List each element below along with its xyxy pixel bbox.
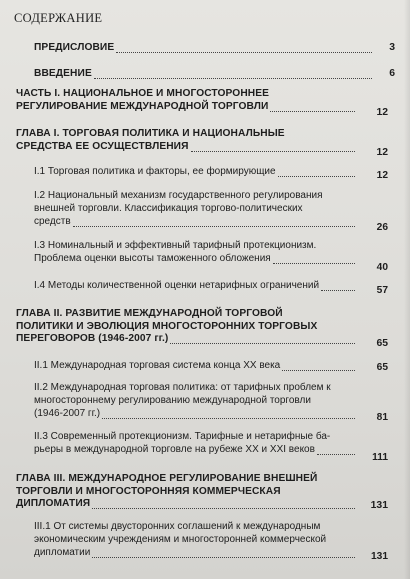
toc-entry-text: ПЕРЕГОВОРОВ (1946-2007 гг.) — [16, 333, 169, 344]
toc-entry-text: внешней торговли. Классификация торгово-политических — [34, 203, 303, 214]
page-number: 40 — [376, 262, 388, 273]
toc-entry-text: I.1 Торговая политика и факторы, ее формирующие — [34, 166, 276, 177]
page-number: 26 — [376, 222, 388, 233]
toc-entry-text: (1946-2007 гг.) — [34, 408, 101, 419]
dot-leader — [321, 283, 355, 291]
page-title: СОДЕРЖАНИЕ — [14, 11, 103, 25]
dot-leader — [92, 501, 355, 509]
toc-entry-text: многостороннему регулированию международной торговли — [34, 395, 311, 406]
toc-entry-text: СРЕДСТВА ЕЕ ОСУЩЕСТВЛЕНИЯ — [16, 140, 189, 152]
dot-leader — [116, 45, 372, 53]
toc-entry-text: экономическим учреждениям и многосторонней коммерческой — [34, 534, 327, 545]
page-number: 12 — [376, 107, 388, 118]
toc-entry-text: ГЛАВА II. РАЗВИТИЕ МЕЖДУНАРОДНОЙ ТОРГОВОЙ — [16, 308, 283, 319]
dot-leader — [317, 447, 355, 455]
page-number: 6 — [389, 68, 395, 79]
dot-leader — [278, 169, 355, 177]
page-number: 81 — [376, 412, 388, 423]
toc-entry-text: ГЛАВА I. ТОРГОВАЯ ПОЛИТИКА И НАЦИОНАЛЬНЫЕ — [16, 128, 285, 139]
dot-leader — [273, 256, 355, 264]
toc-entry-text: I.4 Методы количественной оценки нетарифных ограничений — [34, 280, 320, 291]
toc-entry-text: ДИПЛОМАТИЯ — [16, 498, 91, 509]
dot-leader — [170, 336, 355, 344]
page-number: 111 — [372, 452, 388, 463]
toc-entry-text: II.3 Современный протекционизм. Тарифные и нетарифные ба- — [34, 431, 331, 442]
toc-entry-text: III.1 От системы двусторонних соглашений к международным — [34, 521, 321, 532]
dot-leader — [102, 411, 355, 419]
toc-entry-text: дипломатии — [34, 547, 91, 558]
dot-leader — [94, 71, 372, 79]
toc-entry-text: Проблема оценки высоты таможенного обложения — [34, 253, 271, 264]
toc-entry-text: ГЛАВА III. МЕЖДУНАРОДНОЕ РЕГУЛИРОВАНИЕ ВНЕШНЕЙ — [16, 473, 318, 484]
page-number: 131 — [370, 500, 388, 511]
page-number: 65 — [376, 362, 388, 373]
dot-leader — [92, 550, 355, 558]
dot-leader — [270, 104, 355, 112]
dot-leader — [282, 363, 355, 371]
toc-entry-text: рьеры в международной торговле на рубеже XX и XXI веков — [34, 444, 315, 455]
toc-entry-text: ЧАСТЬ I. НАЦИОНАЛЬНОЕ И МНОГОСТОРОННЕЕ — [16, 88, 270, 99]
toc-entry-text: РЕГУЛИРОВАНИЕ МЕЖДУНАРОДНОЙ ТОРГОВЛИ — [16, 100, 269, 112]
page-edge-shadow — [404, 0, 410, 579]
dot-leader — [73, 219, 355, 227]
page-number: 12 — [376, 147, 388, 158]
toc-entry-text: II.2 Международная торговая политика: от тарифных проблем к — [34, 382, 331, 393]
toc-entry-text: I.2 Национальный механизм государственного регулирования — [34, 190, 323, 201]
toc-entry-text: ПРЕДИСЛОВИЕ — [34, 42, 115, 53]
toc-entry-text: II.1 Международная торговая система конца XX века — [34, 360, 281, 371]
page-number: 57 — [376, 285, 388, 296]
page-number: 131 — [371, 551, 388, 562]
toc-entry-text: ТОРГОВЛИ И МНОГОСТОРОННЯЯ КОММЕРЧЕСКАЯ — [16, 485, 281, 497]
toc-entry-text: ВВЕДЕНИЕ — [34, 68, 92, 79]
toc-entry-text: I.3 Номинальный и эффективный тарифный протекционизм. — [34, 240, 317, 251]
page-number: 3 — [389, 42, 395, 53]
toc-entry-text: ПОЛИТИКИ И ЭВОЛЮЦИЯ МНОГОСТОРОННИХ ТОРГОВЫХ — [16, 320, 318, 332]
dot-leader — [191, 144, 355, 152]
toc-entry-text: средств — [34, 216, 71, 227]
page-number: 12 — [376, 170, 388, 181]
page-number: 65 — [376, 338, 388, 349]
